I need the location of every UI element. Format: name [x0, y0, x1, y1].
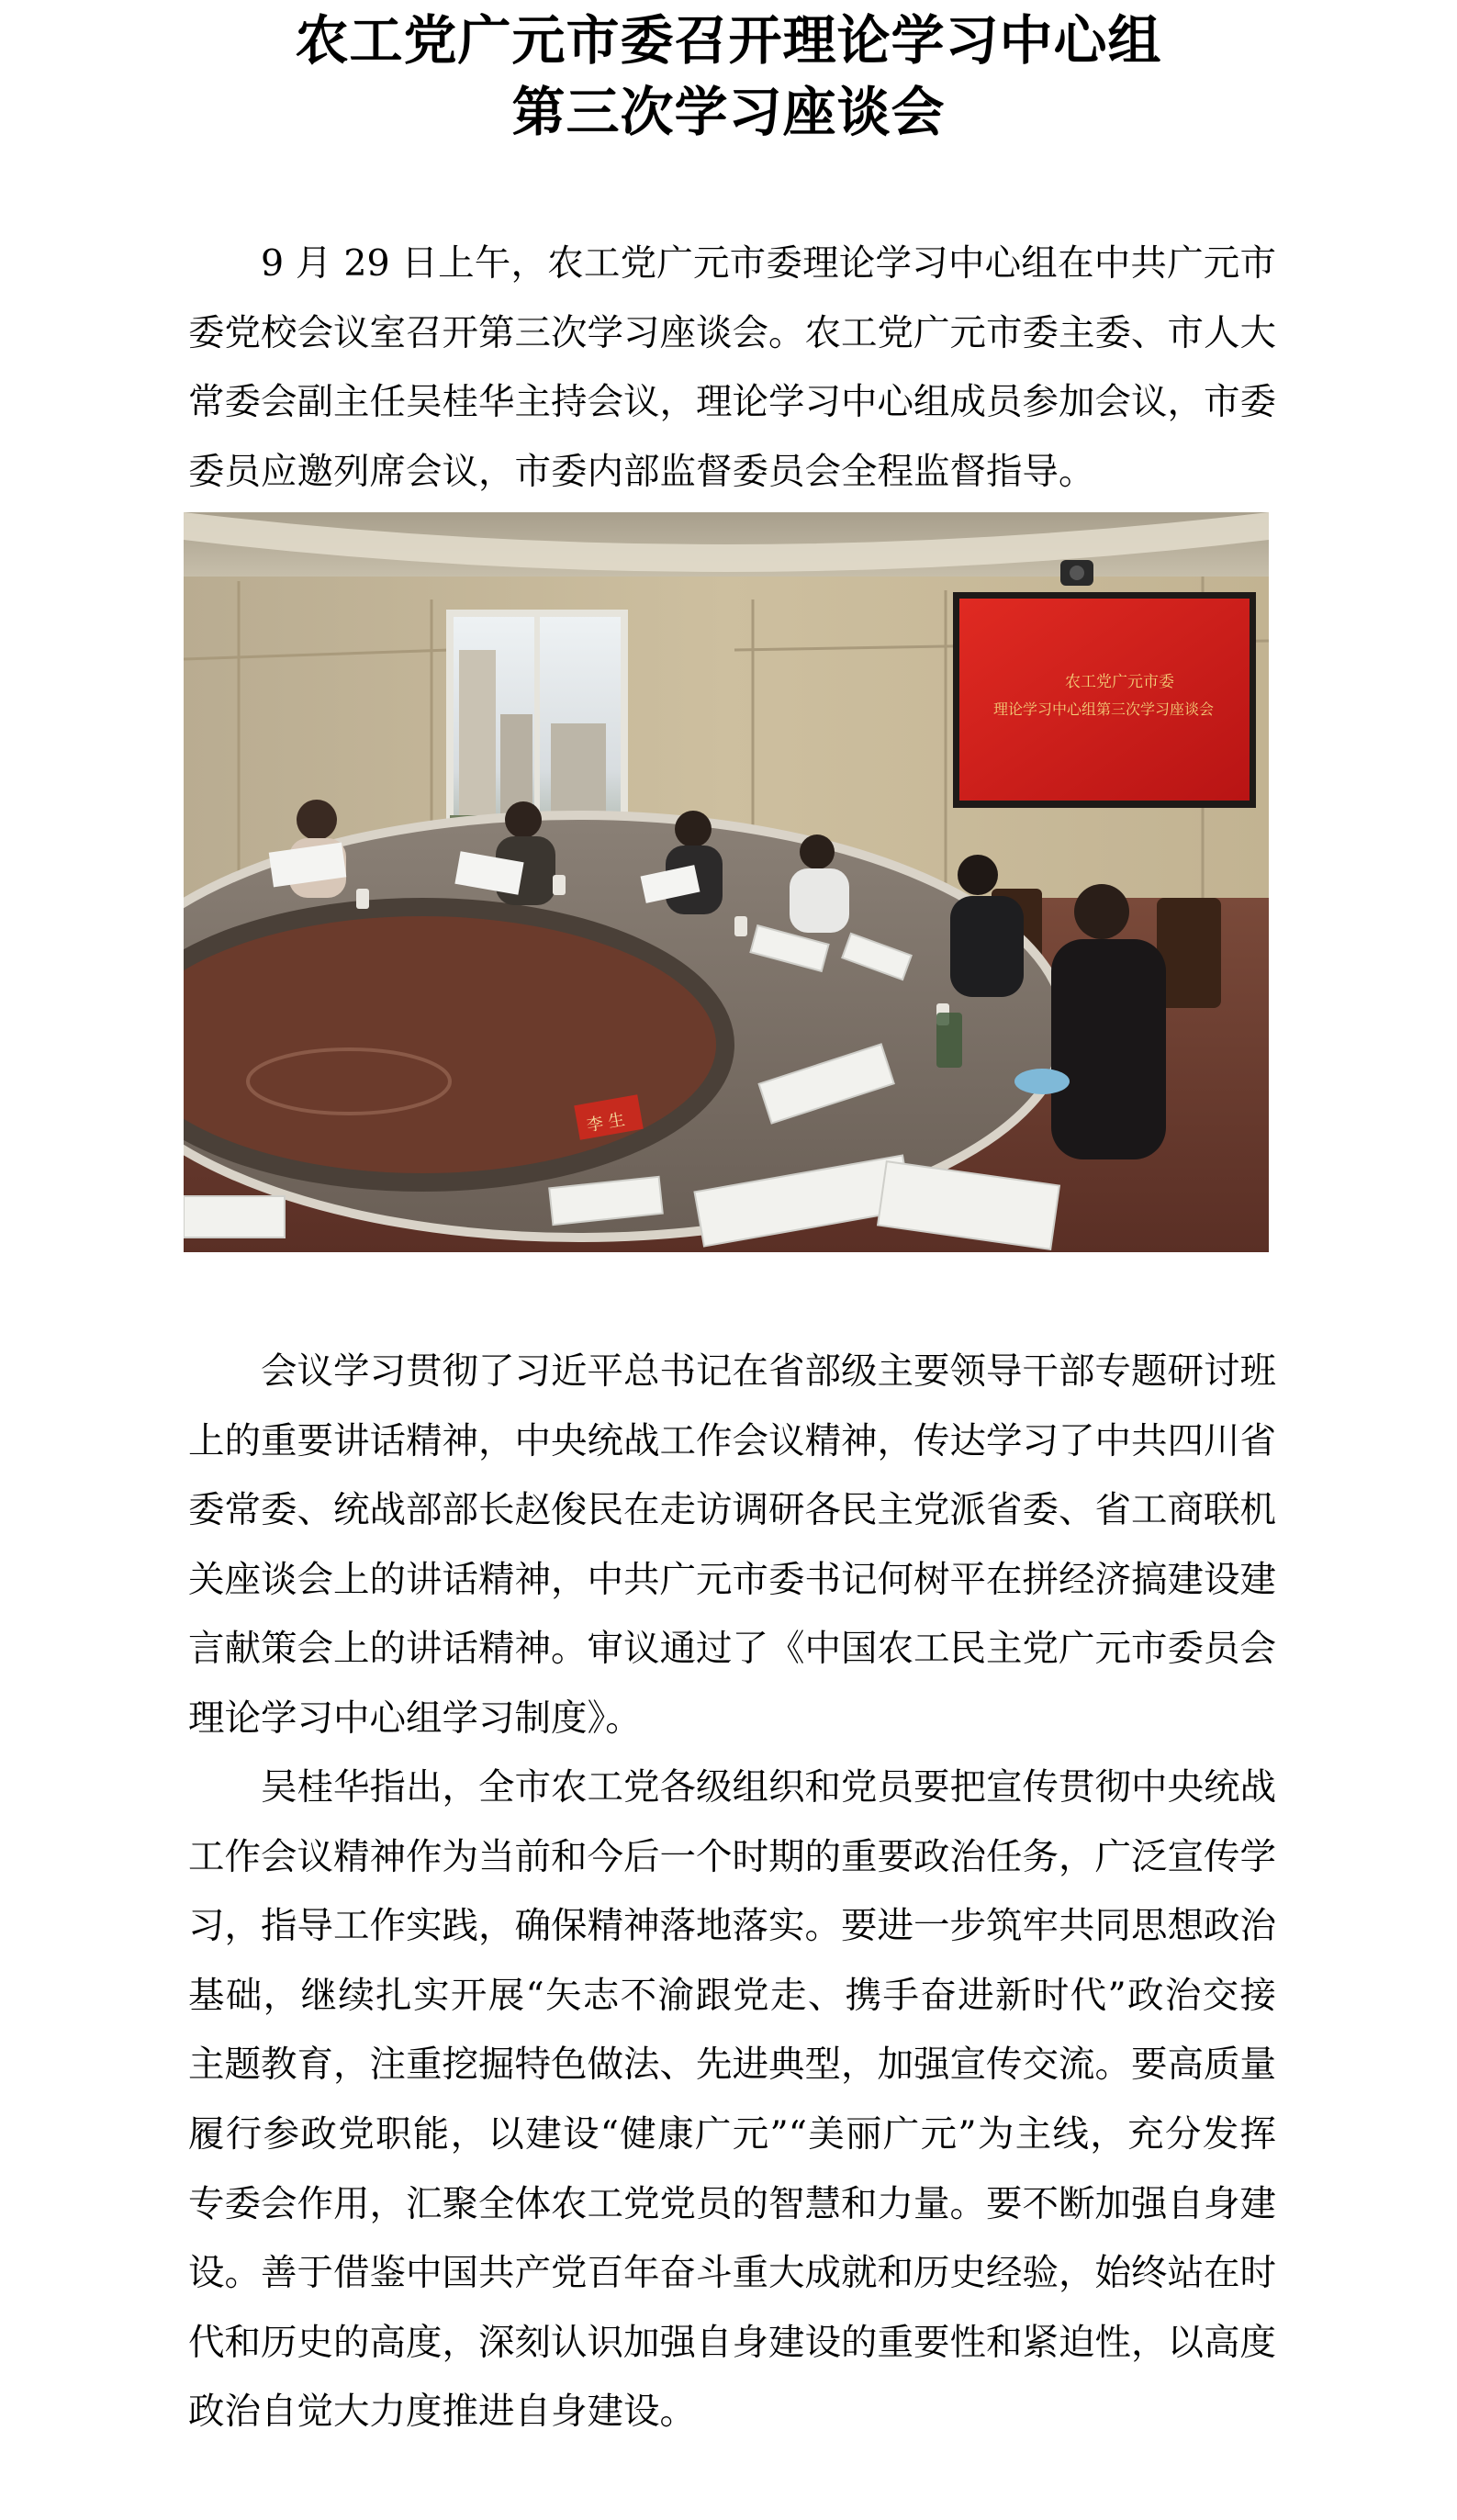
projection-screen	[959, 599, 1250, 801]
title-line-1: 农工党广元市委召开理论学习中心组	[295, 9, 1162, 72]
screen-line-2: 理论学习中心组第三次学习座谈会	[993, 700, 1215, 718]
nameplate-text: 李 生	[585, 1110, 627, 1137]
paragraph-2: 会议学习贯彻了习近平总书记在省部级主要领导干部专题研讨班上的重要讲话精神，中央统战工作会议精神，传达学习了中共四川省委常委、统战部部长赵俊民在走访调研各民主党派省委、省工商联机关座谈会上的讲话精神，中共广元市委书记何树平在拼经济搞建设建言献策会上的讲话精神。审议通过了《中国农工民主党广元市委员会理论学习中心组学习制度》。	[188, 1350, 1276, 1740]
screen-line-1: 农工党广元市委	[1065, 673, 1174, 691]
face-mask	[1014, 1069, 1070, 1094]
paragraph-1: 9 月 29 日上午，农工党广元市委理论学习中心组在中共广元市委党校会议室召开第三次学习座谈会。农工党广元市委主委、市人大常委会副主任吴桂华主持会议，理论学习中心组成员参加会议，市委委员应邀列席会议，市委内部监督委员会全程监督指导。	[188, 242, 1276, 493]
title-line-2: 第三次学习座谈会	[511, 81, 946, 143]
paragraph-3: 吴桂华指出，全市农工党各级组织和党员要把宣传贯彻中央统战工作会议精神作为当前和今后一个时期的重要政治任务，广泛宣传学习，指导工作实践，确保精神落地落实。要进一步筑牢共同思想政治基础，继续扎实开展“矢志不渝跟党走、携手奋进新时代”政治交接主题教育，注重挖掘特色做法、先进典型，加强宣传交流。要高质量履行参政党职能，以建设“健康广元”“美丽广元”为主线，充分发挥专委会作用，汇聚全体农工党党员的智慧和力量。要不断加强自身建设。善于借鉴中国共产党百年奋斗重大成就和历史经验，始终站在时代和历史的高度，深刻认识加强自身建设的重要性和紧迫性，以高度政治自觉大力度推进自身建设。	[188, 1766, 1276, 2434]
meeting-photo	[184, 512, 1269, 1252]
